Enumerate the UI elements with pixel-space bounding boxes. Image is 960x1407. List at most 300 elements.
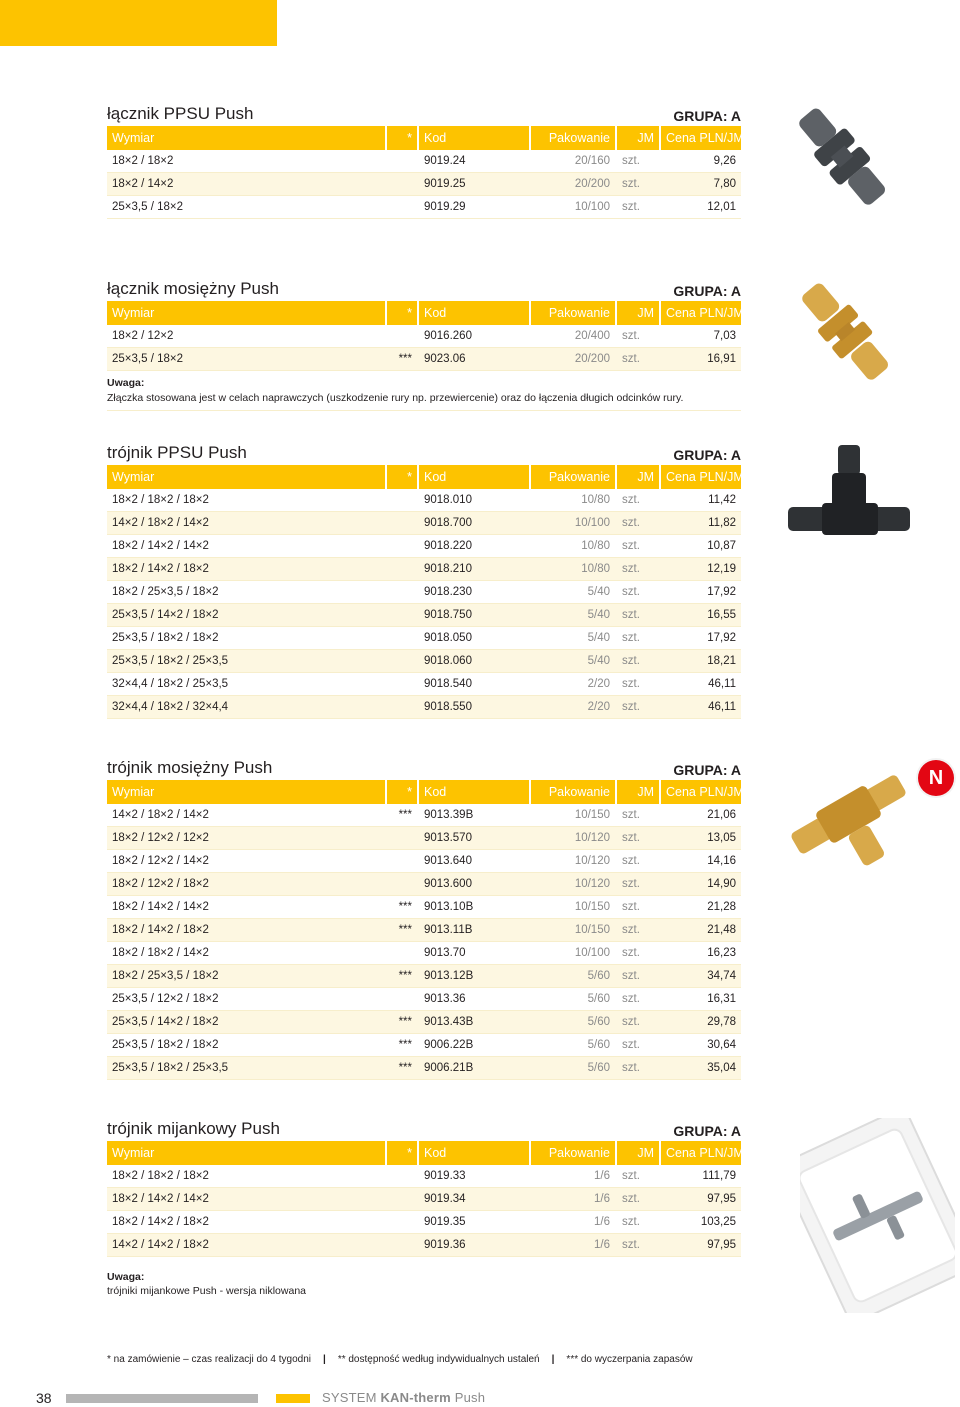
table-row (107, 196, 741, 219)
cell-cena: 7,80 (713, 178, 736, 190)
cell-kod: 9019.29 (424, 201, 466, 213)
cell-cena: 97,95 (707, 1193, 736, 1205)
ppsu-coupler-image (782, 100, 902, 215)
col-header-kod: Kod (419, 1141, 529, 1165)
cell-cena: 103,25 (700, 1216, 736, 1228)
cell-pakowanie: 5/40 (587, 632, 610, 644)
cell-star (387, 873, 417, 895)
cell-star (387, 627, 417, 649)
group-label: GRUPA: A (673, 447, 741, 463)
cell-pakowanie: 10/100 (574, 947, 610, 959)
cell-cena: 11,42 (708, 494, 736, 506)
cell-star (387, 558, 417, 580)
page-number: 38 (36, 1390, 52, 1406)
cell-jm: szt. (622, 178, 640, 190)
section-title: trójnik mijankowy Push (107, 1119, 280, 1138)
col-header-jm: JM (617, 465, 659, 489)
cell-star (387, 581, 417, 603)
cell-cena: 16,91 (707, 353, 736, 365)
cell-star: *** (398, 970, 412, 982)
cell-cena: 12,19 (707, 563, 736, 575)
cell-cena: 21,48 (707, 924, 736, 936)
cell-kod: 9019.25 (424, 178, 466, 190)
cell-kod: 9019.36 (424, 1239, 466, 1251)
cell-cena: 16,55 (707, 609, 736, 621)
cell-jm: szt. (622, 832, 640, 844)
cell-wymiar: 25×3,5 / 12×2 / 18×2 (112, 993, 219, 1005)
header-accent-bar (0, 0, 277, 46)
cell-star: *** (398, 1039, 412, 1051)
cell-cena: 111,79 (702, 1170, 736, 1182)
cell-wymiar: 25×3,5 / 14×2 / 18×2 (112, 609, 219, 621)
cell-wymiar: 25×3,5 / 18×2 / 18×2 (112, 632, 219, 644)
cell-kod: 9019.35 (424, 1216, 466, 1228)
cell-cena: 29,78 (707, 1016, 736, 1028)
cell-jm: szt. (622, 970, 640, 982)
cell-kod: 9018.050 (424, 632, 472, 644)
cell-star: *** (398, 1062, 412, 1074)
cell-pakowanie: 5/60 (587, 1062, 610, 1074)
cell-wymiar: 18×2 / 14×2 / 18×2 (112, 1216, 209, 1228)
cell-pakowanie: 5/60 (587, 993, 610, 1005)
col-header-kod: Kod (419, 126, 529, 150)
cell-jm: szt. (622, 655, 640, 667)
col-header-pakowanie: Pakowanie (531, 1141, 615, 1165)
footer-legend (107, 1354, 741, 1365)
cell-jm: szt. (622, 809, 640, 821)
brand-prefix: SYSTEM (322, 1390, 377, 1405)
cell-jm: szt. (622, 201, 640, 213)
cell-kod: 9018.220 (424, 540, 472, 552)
table-row (107, 988, 741, 1011)
cell-kod: 9018.210 (424, 563, 472, 575)
table-row (107, 604, 741, 627)
table-row (107, 558, 741, 581)
cell-pakowanie: 10/120 (574, 832, 610, 844)
table-row (107, 489, 741, 512)
cell-star (387, 173, 417, 195)
cell-pakowanie: 5/40 (587, 609, 610, 621)
cell-star (387, 850, 417, 872)
cell-wymiar: 18×2 / 14×2 / 14×2 (112, 901, 209, 913)
section-header (107, 437, 741, 463)
section-title: trójnik PPSU Push (107, 443, 247, 462)
cell-cena: 17,92 (707, 586, 736, 598)
cell-pakowanie: 1/6 (594, 1216, 610, 1228)
col-header-jm: JM (617, 301, 659, 325)
cell-pakowanie: 1/6 (594, 1170, 610, 1182)
cell-wymiar: 18×2 / 14×2 / 18×2 (112, 924, 209, 936)
cell-jm: szt. (622, 993, 640, 1005)
cell-star (387, 512, 417, 534)
cell-pakowanie: 10/150 (574, 924, 610, 936)
note (107, 371, 741, 411)
cell-kod: 9013.10B (424, 901, 474, 913)
table-row (107, 1234, 741, 1257)
table-row (107, 804, 741, 827)
cell-pakowanie: 10/100 (574, 201, 610, 213)
table-row (107, 512, 741, 535)
cell-cena: 12,01 (707, 201, 736, 213)
table-row (107, 650, 741, 673)
table-row (107, 1165, 741, 1188)
table-row (107, 535, 741, 558)
cell-wymiar: 32×4,4 / 18×2 / 25×3,5 (112, 678, 229, 690)
cell-jm: szt. (622, 330, 640, 342)
cell-kod: 9018.230 (424, 586, 472, 598)
cell-pakowanie: 10/100 (574, 517, 610, 529)
price-table (107, 780, 744, 1080)
cell-cena: 18,21 (707, 655, 736, 667)
cell-pakowanie: 10/150 (574, 809, 610, 821)
col-header-jm: JM (617, 1141, 659, 1165)
col-header-wymiar: Wymiar (107, 465, 385, 489)
cell-pakowanie: 20/400 (574, 330, 610, 342)
col-header-pakowanie: Pakowanie (531, 126, 615, 150)
cell-wymiar: 14×2 / 18×2 / 14×2 (112, 809, 209, 821)
col-header-star: * (387, 780, 417, 804)
cell-star (387, 1234, 417, 1256)
cell-wymiar: 25×3,5 / 14×2 / 18×2 (112, 1016, 219, 1028)
cell-kod: 9013.43B (424, 1016, 474, 1028)
col-header-star: * (387, 126, 417, 150)
cell-cena: 16,23 (707, 947, 736, 959)
cell-pakowanie: 10/80 (581, 494, 610, 506)
cell-pakowanie: 1/6 (594, 1193, 610, 1205)
cell-pakowanie: 5/60 (587, 970, 610, 982)
cell-kod: 9018.700 (424, 517, 472, 529)
col-header-cena: Cena PLN/JM (661, 1141, 741, 1165)
cell-jm: szt. (622, 517, 640, 529)
cell-jm: szt. (622, 1239, 640, 1251)
table-row (107, 1057, 741, 1080)
cell-wymiar: 25×3,5 / 18×2 / 25×3,5 (112, 655, 229, 667)
cell-star: *** (398, 924, 412, 936)
new-product-badge: N (918, 760, 954, 796)
col-header-star: * (387, 1141, 417, 1165)
cell-wymiar: 18×2 / 14×2 / 14×2 (112, 540, 209, 552)
col-header-wymiar: Wymiar (107, 126, 385, 150)
section-title: łącznik mosiężny Push (107, 279, 279, 298)
table-row (107, 919, 741, 942)
cell-kod: 9023.06 (424, 353, 466, 365)
footer-yellow-bar (276, 1394, 310, 1403)
col-header-pakowanie: Pakowanie (531, 780, 615, 804)
cell-cena: 10,87 (707, 540, 736, 552)
table-row (107, 942, 741, 965)
cell-wymiar: 18×2 / 25×3,5 / 18×2 (112, 586, 219, 598)
brand-name: KAN-therm (380, 1390, 451, 1405)
cell-wymiar: 25×3,5 / 18×2 / 25×3,5 (112, 1062, 229, 1074)
cell-wymiar: 18×2 / 18×2 / 18×2 (112, 494, 209, 506)
cell-pakowanie: 10/150 (574, 901, 610, 913)
cell-jm: szt. (622, 1016, 640, 1028)
table-row (107, 627, 741, 650)
cell-kod: 9006.21B (424, 1062, 474, 1074)
cell-star: *** (398, 353, 412, 365)
cell-jm: szt. (622, 878, 640, 890)
section-trojnik-ppsu (107, 437, 744, 719)
cell-kod: 9013.11B (424, 924, 473, 936)
section-trojnik-mosiezny (107, 752, 744, 1080)
cell-pakowanie: 5/60 (587, 1016, 610, 1028)
cell-star (387, 988, 417, 1010)
cell-pakowanie: 20/200 (574, 353, 610, 365)
cell-star: *** (398, 1016, 412, 1028)
cell-star (387, 1211, 417, 1233)
table-header (107, 126, 744, 150)
cell-cena: 21,28 (707, 901, 736, 913)
cell-star (387, 604, 417, 626)
cell-kod: 9013.640 (424, 855, 472, 867)
cell-jm: szt. (622, 1193, 640, 1205)
cell-pakowanie: 5/40 (587, 655, 610, 667)
cell-wymiar: 18×2 / 25×3,5 / 18×2 (112, 970, 219, 982)
cell-jm: szt. (622, 155, 640, 167)
section-header (107, 273, 741, 299)
cell-jm: szt. (622, 1039, 640, 1051)
cell-kod: 9019.33 (424, 1170, 466, 1182)
group-label: GRUPA: A (673, 1123, 741, 1139)
table-header (107, 780, 744, 804)
cell-cena: 46,11 (708, 678, 736, 690)
cell-wymiar: 18×2 / 18×2 / 18×2 (112, 1170, 209, 1182)
col-header-wymiar: Wymiar (107, 1141, 385, 1165)
cell-wymiar: 25×3,5 / 18×2 (112, 201, 183, 213)
cell-kod: 9013.570 (424, 832, 472, 844)
cell-pakowanie: 20/200 (574, 178, 610, 190)
note-label: Uwaga: (107, 377, 145, 389)
cell-wymiar: 14×2 / 14×2 / 18×2 (112, 1239, 209, 1251)
cell-jm: szt. (622, 563, 640, 575)
section-title: trójnik mosiężny Push (107, 758, 273, 777)
price-table (107, 126, 744, 219)
legend-stock: *** do wyczerpania zapasów (566, 1354, 693, 1365)
col-header-star: * (387, 465, 417, 489)
table-header (107, 465, 744, 489)
cell-jm: szt. (622, 586, 640, 598)
cell-wymiar: 18×2 / 18×2 (112, 155, 174, 167)
table-row (107, 325, 741, 348)
col-header-kod: Kod (419, 780, 529, 804)
cell-jm: szt. (622, 947, 640, 959)
price-table (107, 1141, 744, 1257)
cell-star (387, 1188, 417, 1210)
table-row (107, 696, 741, 719)
cell-kod: 9018.010 (424, 494, 472, 506)
cell-pakowanie: 5/40 (587, 586, 610, 598)
cell-star (387, 150, 417, 172)
legend-order: * na zamówienie – czas realizacji do 4 tygodni (107, 1354, 311, 1365)
brass-tee-image (785, 762, 915, 872)
cell-cena: 14,90 (707, 878, 736, 890)
cell-star (387, 1165, 417, 1187)
cell-kod: 9013.12B (424, 970, 474, 982)
note-text: trójniki mijankowe Push - wersja niklowana (107, 1285, 306, 1297)
col-header-kod: Kod (419, 465, 529, 489)
section-header (107, 98, 741, 124)
table-row (107, 873, 741, 896)
legend-separator: | (551, 1354, 555, 1365)
cell-wymiar: 18×2 / 14×2 / 18×2 (112, 563, 209, 575)
table-row (107, 850, 741, 873)
cell-wymiar: 25×3,5 / 18×2 (112, 353, 183, 365)
note-text: Złączka stosowana jest w celach naprawczych (uszkodzenie rury np. przewiercenie) oraz do łączenia długich odcinków rury. (107, 392, 684, 404)
section-lacznik-mosiezny (107, 273, 744, 411)
cell-star (387, 489, 417, 511)
cell-star (387, 673, 417, 695)
brass-coupler-image (785, 275, 905, 390)
table-row (107, 827, 741, 850)
cell-wymiar: 32×4,4 / 18×2 / 32×4,4 (112, 701, 229, 713)
table-row (107, 1034, 741, 1057)
cell-pakowanie: 1/6 (594, 1239, 610, 1251)
col-header-cena: Cena PLN/JM (661, 301, 741, 325)
table-row (107, 348, 741, 371)
cell-kod: 9018.540 (424, 678, 472, 690)
cell-wymiar: 18×2 / 12×2 (112, 330, 174, 342)
cell-cena: 7,03 (713, 330, 736, 342)
cell-kod: 9019.24 (424, 155, 466, 167)
col-header-cena: Cena PLN/JM (661, 780, 741, 804)
cell-kod: 9013.70 (424, 947, 466, 959)
cell-kod: 9018.750 (424, 609, 472, 621)
group-label: GRUPA: A (673, 108, 741, 124)
cell-wymiar: 14×2 / 18×2 / 14×2 (112, 517, 209, 529)
cell-jm: szt. (622, 924, 640, 936)
cell-kod: 9013.600 (424, 878, 472, 890)
section-header (107, 1113, 741, 1139)
cell-cena: 11,82 (708, 517, 736, 529)
table-row (107, 1188, 741, 1211)
cell-kod: 9013.39B (424, 809, 474, 821)
cell-star (387, 650, 417, 672)
table-row (107, 1011, 741, 1034)
group-label: GRUPA: A (673, 283, 741, 299)
col-header-jm: JM (617, 126, 659, 150)
cell-wymiar: 18×2 / 12×2 / 14×2 (112, 855, 209, 867)
cell-cena: 13,05 (707, 832, 736, 844)
table-row (107, 965, 741, 988)
cell-pakowanie: 2/20 (587, 701, 610, 713)
cell-jm: szt. (622, 855, 640, 867)
table-row (107, 150, 741, 173)
table-row (107, 173, 741, 196)
section-title: łącznik PPSU Push (107, 104, 254, 123)
cell-pakowanie: 5/60 (587, 1039, 610, 1051)
table-header (107, 301, 744, 325)
col-header-pakowanie: Pakowanie (531, 465, 615, 489)
col-header-cena: Cena PLN/JM (661, 465, 741, 489)
cell-pakowanie: 10/120 (574, 855, 610, 867)
table-row (107, 581, 741, 604)
cell-wymiar: 18×2 / 18×2 / 14×2 (112, 947, 209, 959)
cell-jm: szt. (622, 1062, 640, 1074)
cell-cena: 16,31 (707, 993, 736, 1005)
cell-kod: 9019.34 (424, 1193, 466, 1205)
col-header-jm: JM (617, 780, 659, 804)
note (107, 1271, 741, 1297)
cell-cena: 21,06 (707, 809, 736, 821)
cell-pakowanie: 2/20 (587, 678, 610, 690)
col-header-kod: Kod (419, 301, 529, 325)
cell-kod: 9006.22B (424, 1039, 474, 1051)
cell-wymiar: 18×2 / 12×2 / 18×2 (112, 878, 209, 890)
cell-jm: szt. (622, 609, 640, 621)
cell-wymiar: 25×3,5 / 18×2 / 18×2 (112, 1039, 219, 1051)
cell-cena: 46,11 (708, 701, 736, 713)
cell-jm: szt. (622, 353, 640, 365)
cell-jm: szt. (622, 901, 640, 913)
cell-cena: 35,04 (707, 1062, 736, 1074)
price-table (107, 465, 744, 719)
section-lacznik-ppsu (107, 98, 744, 219)
footer-grey-bar (66, 1394, 258, 1403)
cell-star (387, 942, 417, 964)
brand-suffix: Push (454, 1390, 486, 1405)
ppsu-tee-image (786, 443, 916, 553)
legend-availability: ** dostępność według indywidualnych ustaleń (337, 1354, 540, 1365)
legend-separator: | (323, 1354, 326, 1365)
cell-cena: 14,16 (707, 855, 736, 867)
section-header (107, 752, 741, 778)
cell-kod: 9018.060 (424, 655, 472, 667)
cell-pakowanie: 10/80 (581, 563, 610, 575)
note-label: Uwaga: (107, 1271, 145, 1283)
table-header (107, 1141, 744, 1165)
footer-brand (322, 1390, 485, 1405)
cell-star (387, 696, 417, 718)
cell-cena: 9,26 (713, 155, 736, 167)
cell-wymiar: 18×2 / 14×2 / 14×2 (112, 1193, 209, 1205)
cell-wymiar: 18×2 / 14×2 (112, 178, 174, 190)
cell-cena: 30,64 (707, 1039, 736, 1051)
cell-pakowanie: 10/80 (581, 540, 610, 552)
cell-jm: szt. (622, 678, 640, 690)
cell-cena: 97,95 (707, 1239, 736, 1251)
cell-jm: szt. (622, 1170, 640, 1182)
cell-cena: 34,74 (707, 970, 736, 982)
section-trojnik-mijankowy (107, 1113, 744, 1297)
cell-jm: szt. (622, 540, 640, 552)
cell-jm: szt. (622, 494, 640, 506)
table-row (107, 1211, 741, 1234)
cell-kod: 9013.36 (424, 993, 466, 1005)
cell-pakowanie: 20/160 (574, 155, 610, 167)
col-header-wymiar: Wymiar (107, 780, 385, 804)
cell-star: *** (398, 901, 412, 913)
cell-pakowanie: 10/120 (574, 878, 610, 890)
staggered-tee-image (800, 1118, 955, 1313)
col-header-cena: Cena PLN/JM (661, 126, 741, 150)
cell-jm: szt. (622, 701, 640, 713)
cell-jm: szt. (622, 632, 640, 644)
cell-star: *** (398, 809, 412, 821)
cell-kod: 9018.550 (424, 701, 472, 713)
cell-cena: 17,92 (707, 632, 736, 644)
price-table (107, 301, 744, 371)
cell-star (387, 827, 417, 849)
table-row (107, 896, 741, 919)
cell-wymiar: 18×2 / 12×2 / 12×2 (112, 832, 209, 844)
group-label: GRUPA: A (673, 762, 741, 778)
cell-star (387, 196, 417, 218)
col-header-pakowanie: Pakowanie (531, 301, 615, 325)
cell-star (387, 325, 417, 347)
col-header-wymiar: Wymiar (107, 301, 385, 325)
table-row (107, 673, 741, 696)
cell-jm: szt. (622, 1216, 640, 1228)
